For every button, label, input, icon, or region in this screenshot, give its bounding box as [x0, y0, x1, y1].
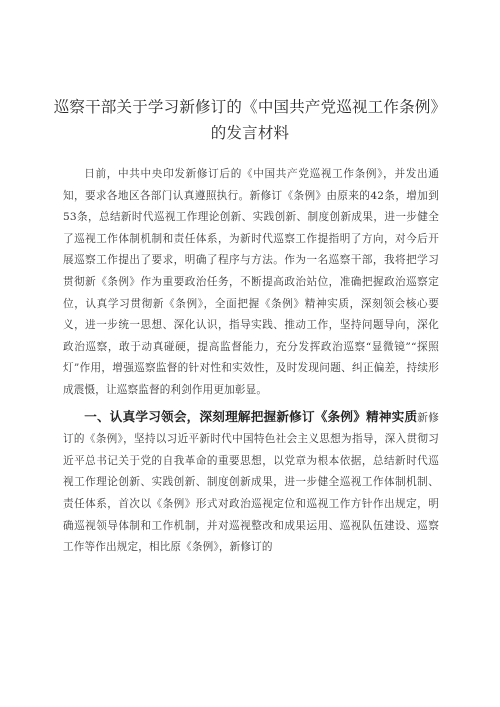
intro-paragraph: 日前，中共中央印发新修订后的《中国共产党巡视工作条例》，并发出通知，要求各地区各部门认真遵照执行。新修订《条例》由原来的42条，增加到53条，总结新时代巡视工作理论创新、实践创新、制度创新成果，进一步健全了巡视工作体制机制和责任体系，为新时代巡察工作提指明了方向，对今后开展巡察工作提出了要求，明确了程序与方法。作为一名巡察干部，我将把学习贯彻新《条例》作为重要政治任务，不断提高政治站位，准确把握政治巡察定位，认真学习贯彻新《条例》，全面把握《条例》精神实质，深刻领会核心要义，进一步统一思想、深化认识，指导实践、推动工作，坚持问题导向，深化政治巡察，敢于动真碰硬，提高监督能力，充分发挥政治巡察“显微镜”“探照灯”作用，增强巡察监督的针对性和实效性，及时发现问题、纠正偏差，持续形成震慑，让巡察监督的利剑作用更加彰显。: [63, 168, 439, 396]
document-body: [63, 164, 439, 559]
section-1-paragraph: [63, 406, 439, 559]
document-title-line-2: 的发言材料: [210, 124, 290, 142]
section-1-heading: 一、认真学习领会，深刻理解把握新修订《条例》精神实质: [84, 408, 418, 424]
document-title-line-1: 巡察干部关于学习新修订的《中国共产党巡视工作条例》: [53, 98, 447, 116]
section-1-text: 新修订的《条例》，坚持以习近平新时代中国特色社会主义思想为指导，深入贯彻习近平总书记关于党的自我革命的重要思想，以党章为根本依据，总结新时代巡视工作理论创新、实践创新、制度创新成果，进一步健全巡视工作体制机制、责任体系，首次以《条例》形式对政治巡视定位和巡视工作方针作出规定，明确巡视领导体制和工作机制，并对巡视整改和成果运用、巡视队伍建设、巡察工作等作出规定，相比原《条例》，新修订的: [63, 411, 440, 554]
